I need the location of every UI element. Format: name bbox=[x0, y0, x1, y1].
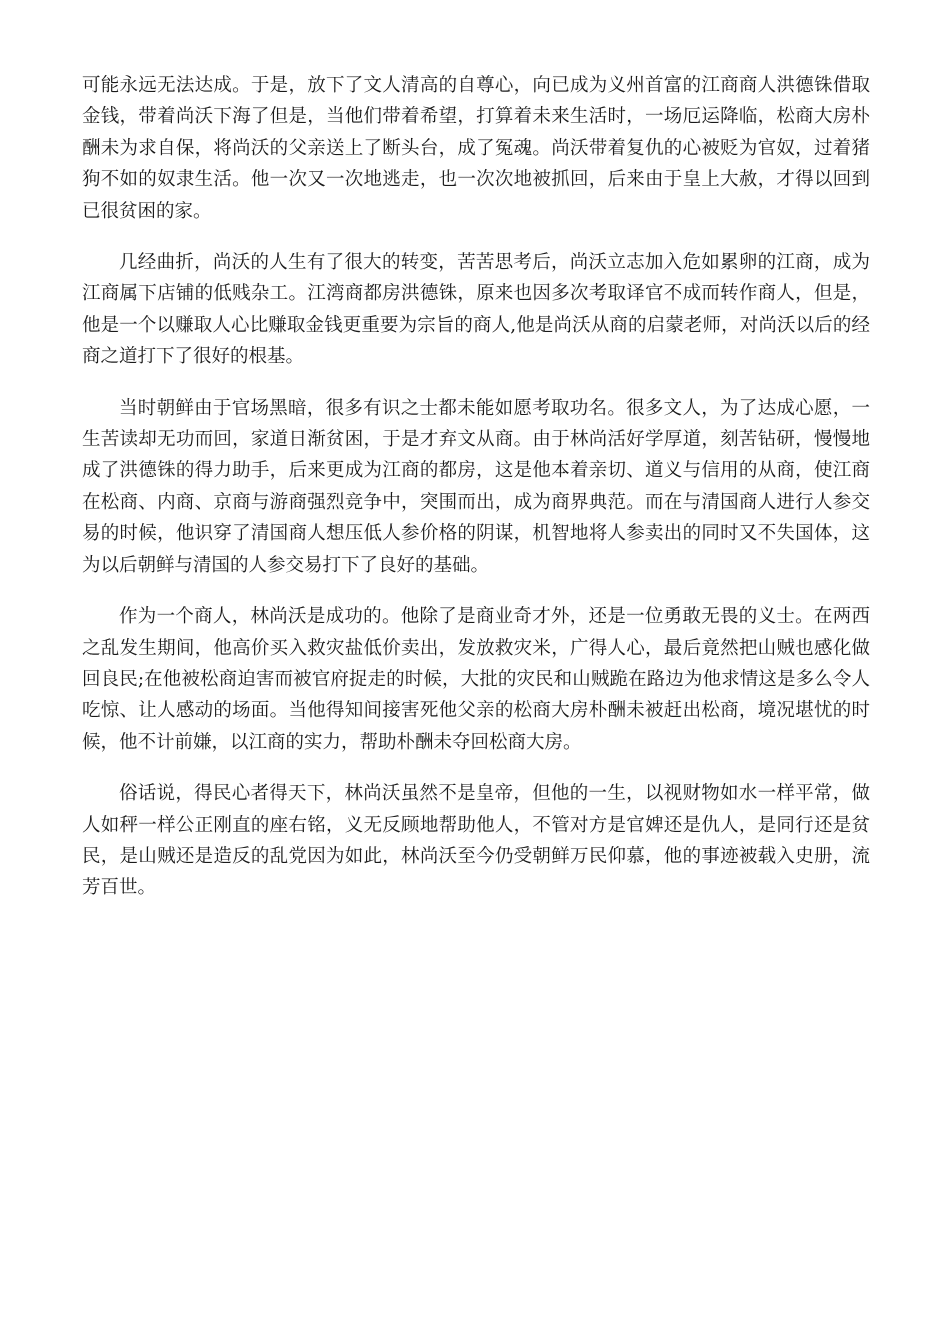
document-page bbox=[82, 70, 870, 924]
paragraph: 可能永远无法达成。于是，放下了文人清高的自尊心，向已成为义州首富的江商商人洪德铢借取金钱，带着尚沃下海了但是，当他们带着希望，打算着未来生活时，一场厄运降临，松商大房朴酬未为求自保，将尚沃的父亲送上了断头台，成了冤魂。尚沃带着复仇的心被贬为官奴，过着猪狗不如的奴隶生活。他一次又一次地逃走，也一次次地被抓回，后来由于皇上大赦，才得以回到已很贫困的家。 bbox=[82, 75, 870, 222]
paragraph: 几经曲折，尚沃的人生有了很大的转变，苦苦思考后，尚沃立志加入危如累卵的江商，成为江商属下店铺的低贱杂工。江湾商都房洪德铢，原来也因多次考取译官不成而转作商人，但是，他是一个以赚取人心比赚取金钱更重要为宗旨的商人,他是尚沃从商的启蒙老师，对尚沃以后的经商之道打下了很好的根基。 bbox=[82, 252, 870, 368]
paragraph: 俗话说，得民心者得天下，林尚沃虽然不是皇帝，但他的一生，以视财物如水一样平常，做人如秤一样公正刚直的座右铭，义无反顾地帮助他人，不管对方是官婢还是仇人，是同行还是贫民，是山贼还是造反的乱党因为如此，林尚沃至今仍受朝鲜万民仰慕，他的事迹被载入史册，流芳百世。 bbox=[82, 783, 870, 899]
paragraph: 当时朝鲜由于官场黑暗，很多有识之士都未能如愿考取功名。很多文人，为了达成心愿，一生苦读却无功而回，家道日渐贫困，于是才弃文从商。由于林尚活好学厚道，刻苦钻研，慢慢地成了洪德铢的得力助手，后来更成为江商的都房，这是他本着亲切、道义与信用的从商，使江商在松商、内商、京商与游商强烈竞争中，突围而出，成为商界典范。而在与清国商人进行人参交易的时候，他识穿了清国商人想压低人参价格的阴谋，机智地将人参卖出的同时又不失国体，这为以后朝鲜与清国的人参交易打下了良好的基础。 bbox=[82, 397, 870, 576]
paragraph: 作为一个商人，林尚沃是成功的。他除了是商业奇才外，还是一位勇敢无畏的义士。在两西之乱发生期间，他高价买入救灾盐低价卖出，发放救灾米，广得人心，最后竟然把山贼也感化做回良民;在他被松商迫害而被官府捉走的时候，大批的灾民和山贼跪在路边为他求情这是多么令人吃惊、让人感动的场面。当他得知间接害死他父亲的松商大房朴酬未被赶出松商，境况堪忧的时候，他不计前嫌，以江商的实力，帮助朴酬未夺回松商大房。 bbox=[82, 606, 870, 753]
